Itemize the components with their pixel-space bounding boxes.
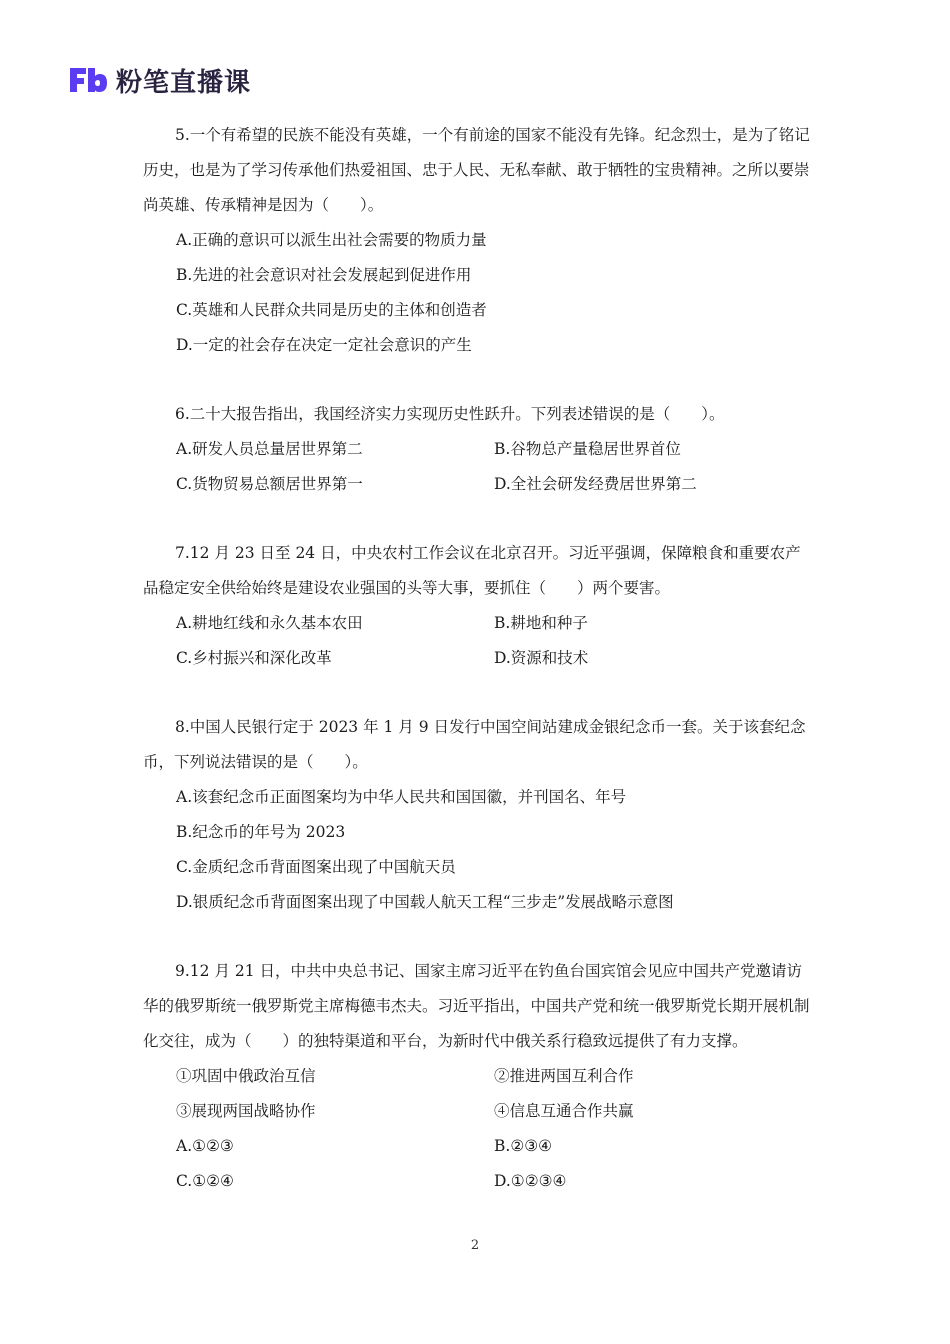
q8-option-a: A.该套纪念币正面图案均为中华人民共和国国徽，并刊国名、年号 bbox=[176, 788, 627, 806]
question-7-stem: 7.12 月 23 日至 24 日，中央农村工作会议在北京召开。习近平强调，保障粮食和重要农产品稳定安全供给始终是建设农业强国的头等大事，要抓住（ ）两个要害。 bbox=[143, 544, 801, 597]
fb-logo-icon bbox=[68, 66, 108, 94]
q5-option-c: C.英雄和人民群众共同是历史的主体和创造者 bbox=[176, 301, 487, 319]
q9-items-row-1 bbox=[143, 1059, 813, 1094]
q6-option-a: A.研发人员总量居世界第二 bbox=[176, 440, 363, 458]
q7-option-a: A.耕地红线和永久基本农田 bbox=[176, 614, 363, 632]
q7-options-row-1 bbox=[143, 606, 813, 641]
question-8-stem: 8.中国人民银行定于 2023 年 1 月 9 日发行中国空间站建成金银纪念币一套。关于该套纪念币，下列说法错误的是（ ）。 bbox=[143, 718, 806, 771]
q9-options-row-1 bbox=[143, 1129, 813, 1164]
q9-item-3: ③展现两国战略协作 bbox=[176, 1102, 316, 1120]
question-list bbox=[143, 118, 813, 1199]
q8-option-b: B.纪念币的年号为 2023 bbox=[176, 823, 346, 841]
question-6-stem: 6.二十大报告指出，我国经济实力实现历史性跃升。下列表述错误的是（ ）。 bbox=[175, 405, 725, 423]
q8-option-c: C.金质纪念币背面图案出现了中国航天员 bbox=[176, 858, 456, 876]
q9-item-4: ④信息互通合作共赢 bbox=[494, 1102, 634, 1120]
q6-options-row-1 bbox=[143, 432, 813, 467]
q7-option-c: C.乡村振兴和深化改革 bbox=[176, 649, 332, 667]
q9-items-row-2 bbox=[143, 1094, 813, 1129]
q7-option-d: D.资源和技术 bbox=[494, 649, 589, 667]
q6-option-d: D.全社会研发经费居世界第二 bbox=[494, 475, 697, 493]
q9-option-c: C.①②④ bbox=[176, 1172, 234, 1190]
q9-option-d: D.①②③④ bbox=[494, 1172, 567, 1190]
brand-logo bbox=[68, 60, 251, 100]
q5-option-d: D.一定的社会存在决定一定社会意识的产生 bbox=[176, 336, 472, 354]
q9-option-b: B.②③④ bbox=[494, 1137, 553, 1155]
q5-option-a: A.正确的意识可以派生出社会需要的物质力量 bbox=[176, 231, 487, 249]
q7-options-row-2 bbox=[143, 641, 813, 676]
q6-option-b: B.谷物总产量稳居世界首位 bbox=[494, 440, 681, 458]
q9-options-row-2 bbox=[143, 1164, 813, 1199]
q7-option-b: B.耕地和种子 bbox=[494, 614, 588, 632]
question-5-stem: 5.一个有希望的民族不能没有英雄，一个有前途的国家不能没有先锋。纪念烈士，是为了铭记历史，也是为了学习传承他们热爱祖国、忠于人民、无私奉献、敢于牺牲的宝贵精神。之所以要崇尚英雄、传承精神是因为（ ）。 bbox=[143, 126, 810, 214]
q6-option-c: C.货物贸易总额居世界第一 bbox=[176, 475, 363, 493]
q8-option-d: D.银质纪念币背面图案出现了中国载人航天工程“三步走”发展战略示意图 bbox=[176, 893, 674, 911]
q9-option-a: A.①②③ bbox=[176, 1137, 234, 1155]
question-9-stem: 9.12 月 21 日，中共中央总书记、国家主席习近平在钓鱼台国宾馆会见应中国共产党邀请访华的俄罗斯统一俄罗斯党主席梅德韦杰夫。习近平指出，中国共产党和统一俄罗斯党长期开展机制化交往，成为（ ）的独特渠道和平台，为新时代中俄关系行稳致远提供了有力支撑。 bbox=[143, 962, 810, 1050]
q6-options-row-2 bbox=[143, 467, 813, 502]
q9-item-1: ①巩固中俄政治互信 bbox=[176, 1067, 316, 1085]
brand-name: 粉笔直播课 bbox=[116, 67, 252, 98]
q5-option-b: B.先进的社会意识对社会发展起到促进作用 bbox=[176, 266, 472, 284]
q9-item-2: ②推进两国互利合作 bbox=[494, 1067, 634, 1085]
page-number: 2 bbox=[470, 1238, 480, 1253]
